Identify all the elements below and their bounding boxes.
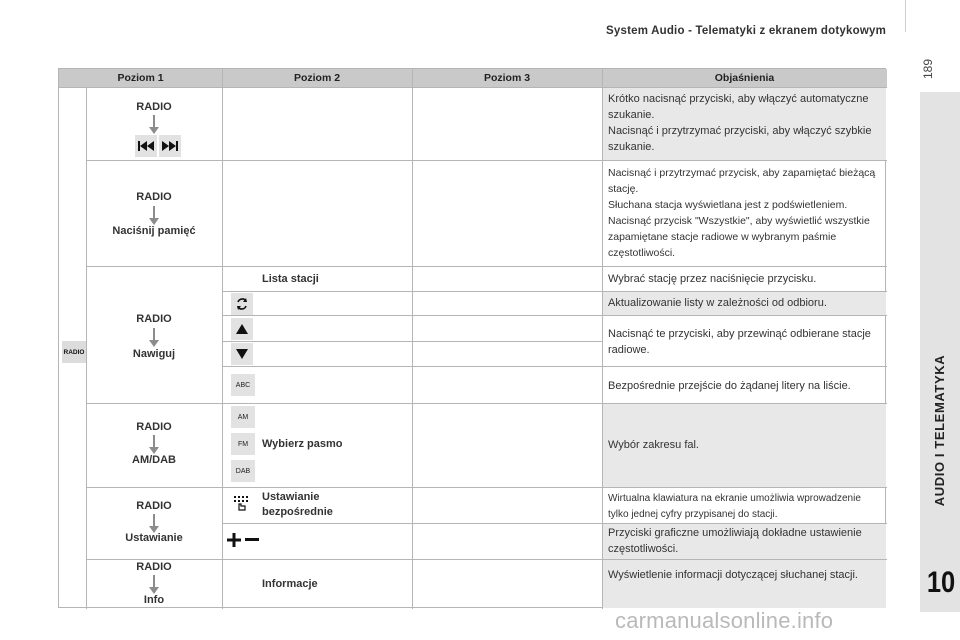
station-list-label: Lista stacji bbox=[262, 273, 319, 285]
plus-icon[interactable] bbox=[227, 533, 241, 547]
radio-icon[interactable]: RADIO bbox=[62, 341, 86, 363]
row-4-arrow bbox=[149, 435, 159, 455]
menu-table bbox=[58, 68, 886, 608]
arrow-down-icon[interactable] bbox=[231, 343, 253, 365]
row-2-description: Nacisnąć i przytrzymać przycisk, aby zapamiętać bieżącą stację. Słuchana stacja wyświetlana jest z podświetleniem. Nacisnąć przycisk "Wszystkie", aby wyświetlić wszystkie zapamiętane stacje radiowe w wybranym paśmie częstotliwości. bbox=[608, 167, 876, 259]
info-description: Wyświetlenie informacji dotyczącej słuchanej stacji. bbox=[608, 569, 858, 581]
row-3-navigate-label: Nawiguj bbox=[132, 348, 176, 360]
page-number: 189 bbox=[921, 58, 935, 79]
row-1-description: Krótko nacisnąć przyciski, aby włączyć automatyczne szukanie. Nacisnąć i przytrzymać przyciski, aby włączyć szybkie szukanie. bbox=[608, 93, 872, 153]
row-2-arrow bbox=[149, 206, 159, 226]
top-rule bbox=[905, 0, 906, 32]
minus-icon[interactable] bbox=[245, 538, 259, 541]
select-band-label: Wybierz pasmo bbox=[262, 438, 343, 450]
header-level-3: Poziom 3 bbox=[412, 69, 602, 87]
row-6-arrow bbox=[149, 575, 159, 595]
chapter-number: 10 bbox=[926, 566, 956, 599]
row-2-radio-label: RADIO bbox=[136, 191, 172, 203]
fm-icon[interactable]: FM bbox=[231, 433, 255, 455]
refresh-description: Aktualizowanie listy w zależności od odbioru. bbox=[608, 297, 827, 309]
header-level-1: Poziom 1 bbox=[59, 69, 222, 87]
am-icon[interactable]: AM bbox=[231, 406, 255, 428]
seek-forward-icon[interactable] bbox=[159, 135, 181, 157]
scroll-description: Nacisnąć te przyciski, aby przewinąć odbierane stacje radiowe. bbox=[608, 328, 871, 356]
abc-description: Bezpośrednie przejście do żądanej litery na liście. bbox=[608, 380, 851, 392]
direct-setting-label: Ustawianie bezpośrednie bbox=[262, 491, 333, 518]
information-label: Informacje bbox=[262, 578, 318, 590]
side-tab-label: AUDIO I TELEMATYKA bbox=[932, 354, 948, 506]
row-5-radio-label: RADIO bbox=[136, 500, 172, 512]
row-5-arrow bbox=[149, 514, 159, 534]
row-2-memory-label: Naciśnij pamięć bbox=[112, 225, 196, 237]
keypad-description: Wirtualna klawiatura na ekranie umożliwia wprowadzenie tylko jednej cyfry przypisanej do stacji. bbox=[608, 493, 861, 520]
arrow-up-icon[interactable] bbox=[231, 318, 253, 340]
row-4-radio-label: RADIO bbox=[136, 421, 172, 433]
watermark: carmanualsonline.info bbox=[615, 608, 834, 633]
row-3-arrow bbox=[149, 328, 159, 348]
refresh-icon[interactable] bbox=[231, 293, 253, 315]
row-3-radio-label: RADIO bbox=[136, 313, 172, 325]
abc-icon[interactable]: ABC bbox=[231, 374, 255, 396]
row-6-info-label: Info bbox=[143, 594, 165, 606]
header-explanations: Objaśnienia bbox=[602, 69, 887, 87]
seek-back-icon[interactable] bbox=[135, 135, 157, 157]
row-5-settings-label: Ustawianie bbox=[125, 532, 183, 544]
row-1-arrow bbox=[149, 115, 159, 135]
row-1-radio-label: RADIO bbox=[136, 101, 172, 113]
page-header-title: System Audio - Telematyki z ekranem dotykowym bbox=[606, 25, 886, 37]
band-description: Wybór zakresu fal. bbox=[608, 439, 699, 451]
dab-icon[interactable]: DAB bbox=[231, 460, 255, 482]
station-list-description: Wybrać stację przez naciśnięcie przycisku. bbox=[608, 273, 817, 285]
row-4-band-label: AM/DAB bbox=[132, 454, 176, 466]
keypad-icon[interactable] bbox=[229, 492, 253, 516]
header-level-2: Poziom 2 bbox=[222, 69, 412, 87]
row-6-radio-label: RADIO bbox=[136, 561, 172, 573]
plus-minus-description: Przyciski graficzne umożliwiają dokładne ustawienie częstotliwości. bbox=[608, 527, 862, 555]
